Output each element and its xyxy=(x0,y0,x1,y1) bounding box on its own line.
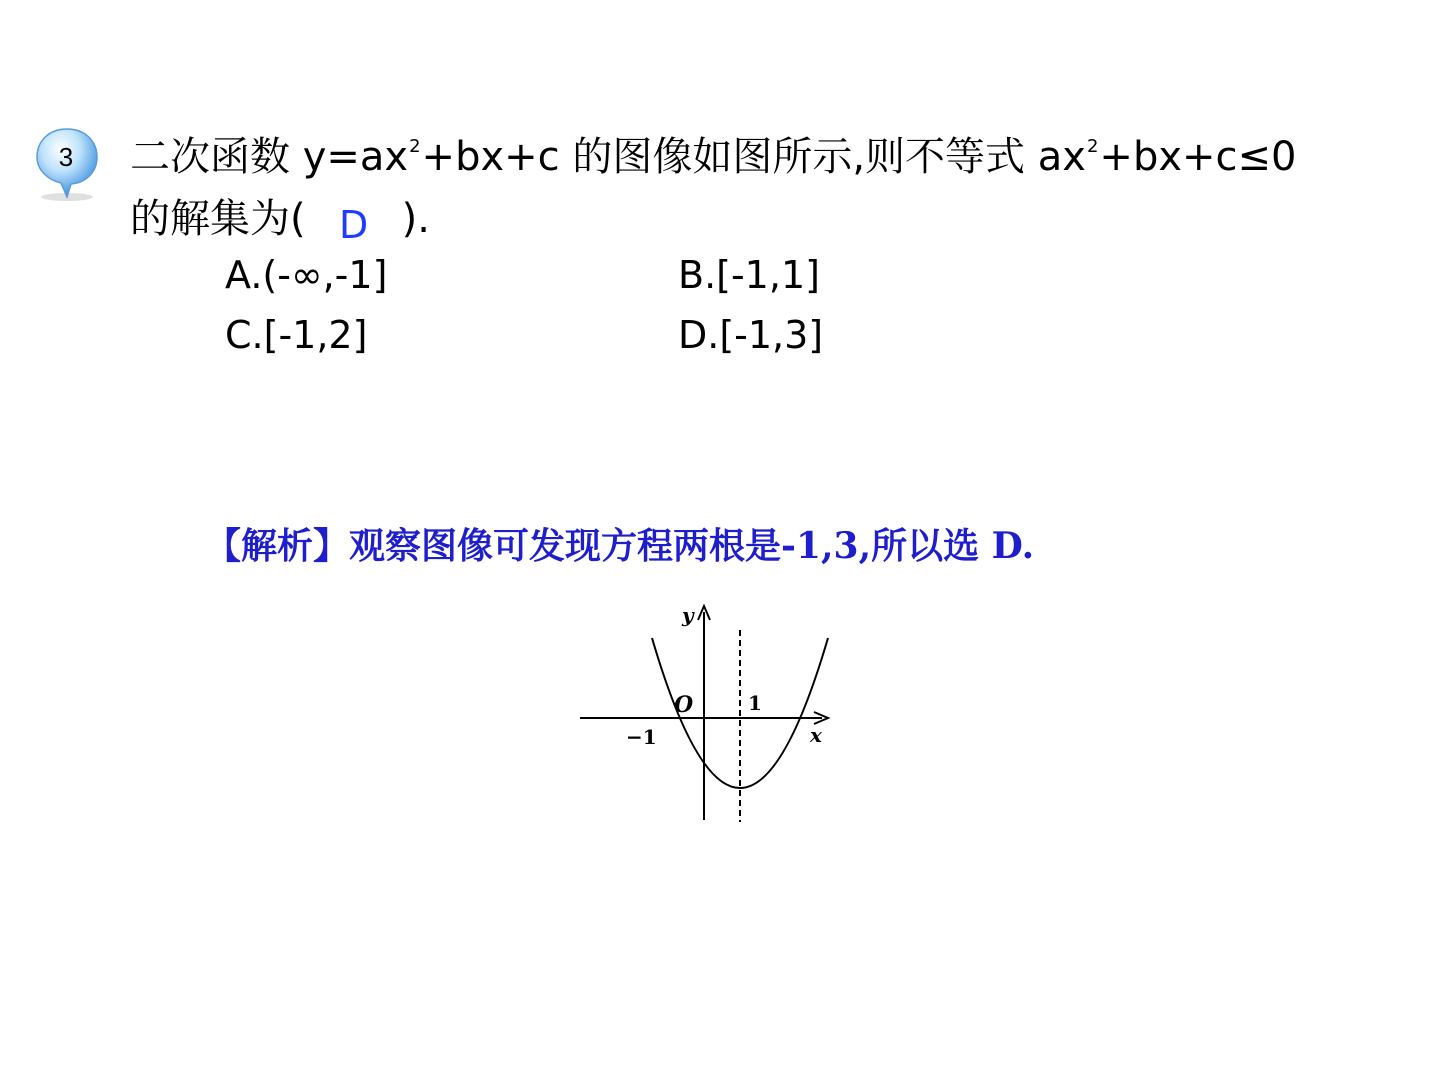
option-c[interactable]: C.[-1,2] xyxy=(225,313,368,357)
tick-label-1: 1 xyxy=(748,691,762,715)
parabola-graph xyxy=(570,600,840,825)
x-label: x xyxy=(810,723,822,747)
option-b[interactable]: B.[-1,1] xyxy=(678,253,820,297)
origin-label: O xyxy=(674,692,694,718)
option-d[interactable]: D.[-1,3] xyxy=(678,313,824,357)
option-a[interactable]: A.(-∞,-1] xyxy=(225,253,388,297)
graph-svg xyxy=(570,600,840,825)
question-line-1: 二次函数 $y=ax^2+bx+c$ 的图像如图所示,则不等式 $ax^2+bx+c\le 0$ xyxy=(130,134,1297,180)
answer-letter: D xyxy=(338,203,369,247)
question-number-badge xyxy=(33,125,101,205)
question-line-2: 的解集为( D ). xyxy=(130,188,1420,250)
question-text xyxy=(130,126,1420,250)
y-label: y xyxy=(682,603,694,627)
tick-label-neg1: −1 xyxy=(626,725,657,749)
speech-bubble-icon xyxy=(33,125,101,205)
badge-number: 3 xyxy=(58,142,74,172)
analysis-text: 【解析】观察图像可发现方程两根是-1,3,所以选 D. xyxy=(205,525,1035,567)
